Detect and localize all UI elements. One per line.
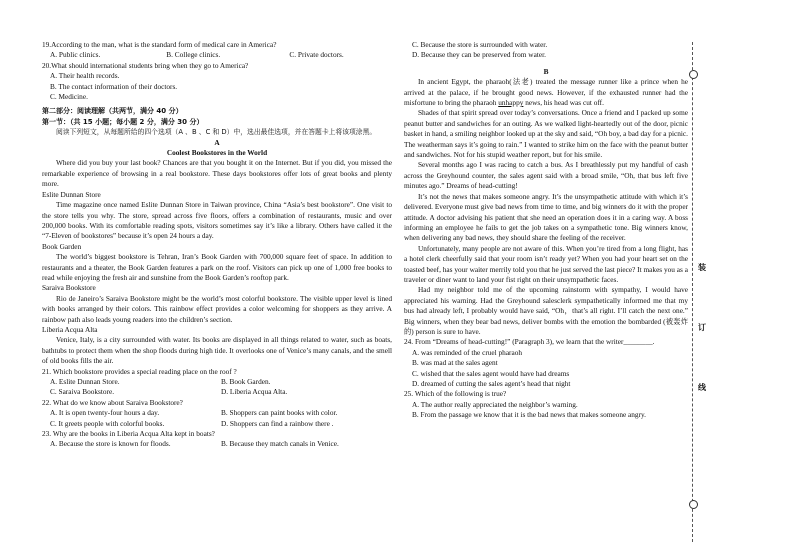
passage-b-letter: B [543, 66, 549, 76]
q24-option-c: C. wished that the sales agent would have had dreams [412, 368, 570, 378]
q24-option-d: D. dreamed of cutting the sales agent’s head that night [412, 379, 571, 388]
binding-hole-mark [689, 70, 698, 79]
q24-option-b: B. was mad at the sales agent [412, 358, 498, 368]
unhappy-underlined: unhappy [498, 98, 524, 108]
store2-name: Book Garden [42, 241, 82, 251]
passage-b-para5: Unfortunately, many people are not aware of this. When you’re tired from a long flight, has a hotel clerk cheerfully said that your room isn’t ready yet? When you had your heart set on the toasted beef, has your waiter merrily told you that he just served the last piece? It makes you as a traveler or diner want to land your fist right on their unsympathetic faces. [404, 243, 688, 284]
binding-hole-mark [689, 500, 698, 509]
q21-row2 [42, 387, 392, 397]
q22-stem: 22. What do we know about Saraiva Bookstore? [42, 397, 183, 407]
q25-stem: 25. Which of the following is true? [404, 389, 507, 399]
q22-option-c: C. It greets people with colorful books. [50, 418, 165, 428]
q22-row1 [42, 408, 392, 418]
passage-b-para1 [404, 77, 688, 108]
q25-option-b: B. From the passage we know that it is the bad news that makes someone angry. [412, 410, 646, 420]
q24-option-a: A. was reminded of the cruel pharaoh [412, 347, 523, 357]
q22-option-a: A. It is open twenty-four hours a day. [50, 408, 160, 418]
q23-row1 [42, 439, 392, 449]
q21-option-b: B. Book Garden. [221, 377, 271, 386]
store3-text: Rio de Janeiro’s Saraiva Bookstore might be the world’s most colorful bookstore. The visible upper level is lined with books arranged by their colors. This rainbow effect provides a color welcoming for shoppers as they arrive. A rainbow path also leads young readers into the children’s section. [42, 293, 392, 324]
left-column [42, 40, 392, 450]
section1-title: 第一节：（共 15 小题；每小题 2 分，满分 30 分） [42, 117, 204, 126]
q19-option-c: C. Private doctors. [289, 50, 344, 60]
q20-option-b: B. The contact information of their doctors. [50, 81, 178, 91]
q22-option-d: D. Shoppers can find a rainbow there . [221, 418, 334, 428]
passage-b-para4: It’s not the news that makes someone angry. It’s the unsympathetic attitude with which it’s delivered. Everyone must give bad news from time to time, and big winners do it with the proper attitude. A doctor advising his patient that she need an operation does it in a caring way. A boss informing an employee he fails to get the job takes on a sympathetic tone. Big winners know, when delivering any bad news, they should share the feeling of the receiver. [404, 191, 688, 243]
binding-label-xian: 线 [698, 383, 706, 392]
q20-option-a: A. Their health records. [50, 71, 120, 81]
binding-label-zhuang: 装 [698, 263, 706, 272]
store2-text: The world’s biggest bookstore is Tehran, Iran’s Book Garden with 700,000 square feet of space. In addition to restaurants and a theater, the Book Garden features a park on the roof. Visitors can pick up one of 1,000 free books to read while enjoying the fresh air and sunshine from the Book Garden’s rooftop park. [42, 252, 392, 282]
q23-option-b: B. Because they match canals in Venice. [221, 439, 339, 449]
para1-part1: In ancient Egypt, the pharaoh(法老) treated the message runner like a prince when he arrived at the palace, if he brought good news. However, if the exhausted runner had the misfortune to bring the pharaoh [404, 77, 688, 108]
reading-instruction: 阅读下列短文，从每题所给的四个选项（A 、B 、C 和 D）中，选出最佳选项，并在答题卡上将该项涂黑。 [56, 128, 377, 137]
q19-option-a: A. Public clinics. [50, 50, 101, 60]
q24-stem: 24. From “Dreams of head-cutting!” (Paragraph 3), we learn that the writer________. [404, 337, 655, 347]
q19-options [42, 50, 392, 60]
q19-option-b: B. College clinics. [166, 50, 221, 60]
q22-row2 [42, 419, 392, 429]
passage-b-para2: Shades of that spirit spread over today’s conversations. Once a friend and I packed up some peanut butter and sandwiches for an outing. As we walked light-heartedly out of the door, picnic basket in hand, a smiling neighbor looked up at the sky and said, “Oh boy, a bad day for a picnic. The weatherman says it’s going to rain.” I wanted to strike him on the face with the peanut butter and sandwiches. Not for his stupid weather report, but for his smile. [404, 108, 688, 160]
q20-stem: 20.What should international students bring when they go to America? [42, 60, 249, 70]
store4-text: Venice, Italy, is a city surrounded with water. Its books are displayed in all things related to water, such as boats, bathtubs to protect them when the shop floods during high tide. It overlooks one of Venice’s many canals, and the smell of old books fills the air. [42, 335, 392, 366]
q22-option-b: B. Shoppers can paint books with color. [221, 408, 338, 418]
q21-row1 [42, 377, 392, 387]
para1-part2: news, his head was cut off. [523, 98, 604, 108]
q21-option-d: D. Liberia Acqua Alta. [221, 387, 288, 397]
q23-option-d: D. Because they can be preserved from water. [412, 50, 546, 60]
q20-option-c: C. Medicine. [50, 92, 88, 102]
store1-text: Time magazine once named Eslite Dunnan Store in Taiwan province, China “Asia’s best bookstore”. One visit to the store tells you why. The store, spread across five floors, offers a combination of restaurants, music and over 200,000 books. With its comfortable reading spots, visitors sometimes say it’s like a library. Others have called it the “7-Eleven of bookstores” because it’s open 24 hours a day. [42, 200, 392, 241]
q23-option-c: C. Because the store is surrounded with water. [412, 40, 548, 49]
q19-stem: 19.According to the man, what is the standard form of medical care in America? [42, 40, 277, 49]
q21-option-c: C. Saraiva Bookstore. [50, 387, 115, 397]
q25-option-a: A. The author really appreciated the neighbor’s warning. [412, 399, 578, 409]
part2-title: 第二部分：阅读理解（共两节，满分 40 分） [42, 107, 183, 116]
passage-a-letter: A [214, 137, 220, 147]
passage-a-title: Coolest Bookstores in the World [166, 148, 268, 158]
store3-name: Saraiva Bookstore [42, 283, 96, 293]
q23-stem: 23. Why are the books in Liberia Acqua Alta kept in boats? [42, 429, 215, 439]
binding-label-ding: 订 [698, 323, 706, 332]
passage-b-para3: Several months ago I was racing to catch a bus. As I breathlessly put my handful of cash across the Greyhound counter, the sales agent said with a broad smile, “Oh, that bus left five minutes ago.” Dreams of head-cutting! [404, 160, 688, 191]
q21-stem: 21. Which bookstore provides a special reading place on the roof ? [42, 366, 237, 376]
binding-line [692, 42, 693, 542]
q21-option-a: A. Eslite Dunnan Store. [50, 377, 120, 386]
store1-name: Eslite Dunnan Store [42, 189, 101, 199]
passage-a-intro: Where did you buy your last book? Chances are that you bought it on the Internet. But if you did, you missed the remarkable experience of browsing in a real bookstore. These days bookstores offer lots of great books and plenty more. [42, 158, 392, 189]
passage-b-para6: Had my neighbor told me of the upcoming rainstorm with sympathy, I would have appreciated his warning. Had the Greyhound salesclerk sympathetically informed me that my bus had already left, I probably would have said, “Oh，that’s all right. I’ll catch the next one.” Big winners, when they bear bad news, deliver bombs with the emotion the bombarded (被轰炸的) person is sure to have. [404, 285, 688, 336]
q23-option-a: A. Because the store is known for floods. [50, 439, 171, 449]
store4-name: Liberia Acqua Alta [42, 324, 98, 334]
right-column [404, 40, 688, 421]
